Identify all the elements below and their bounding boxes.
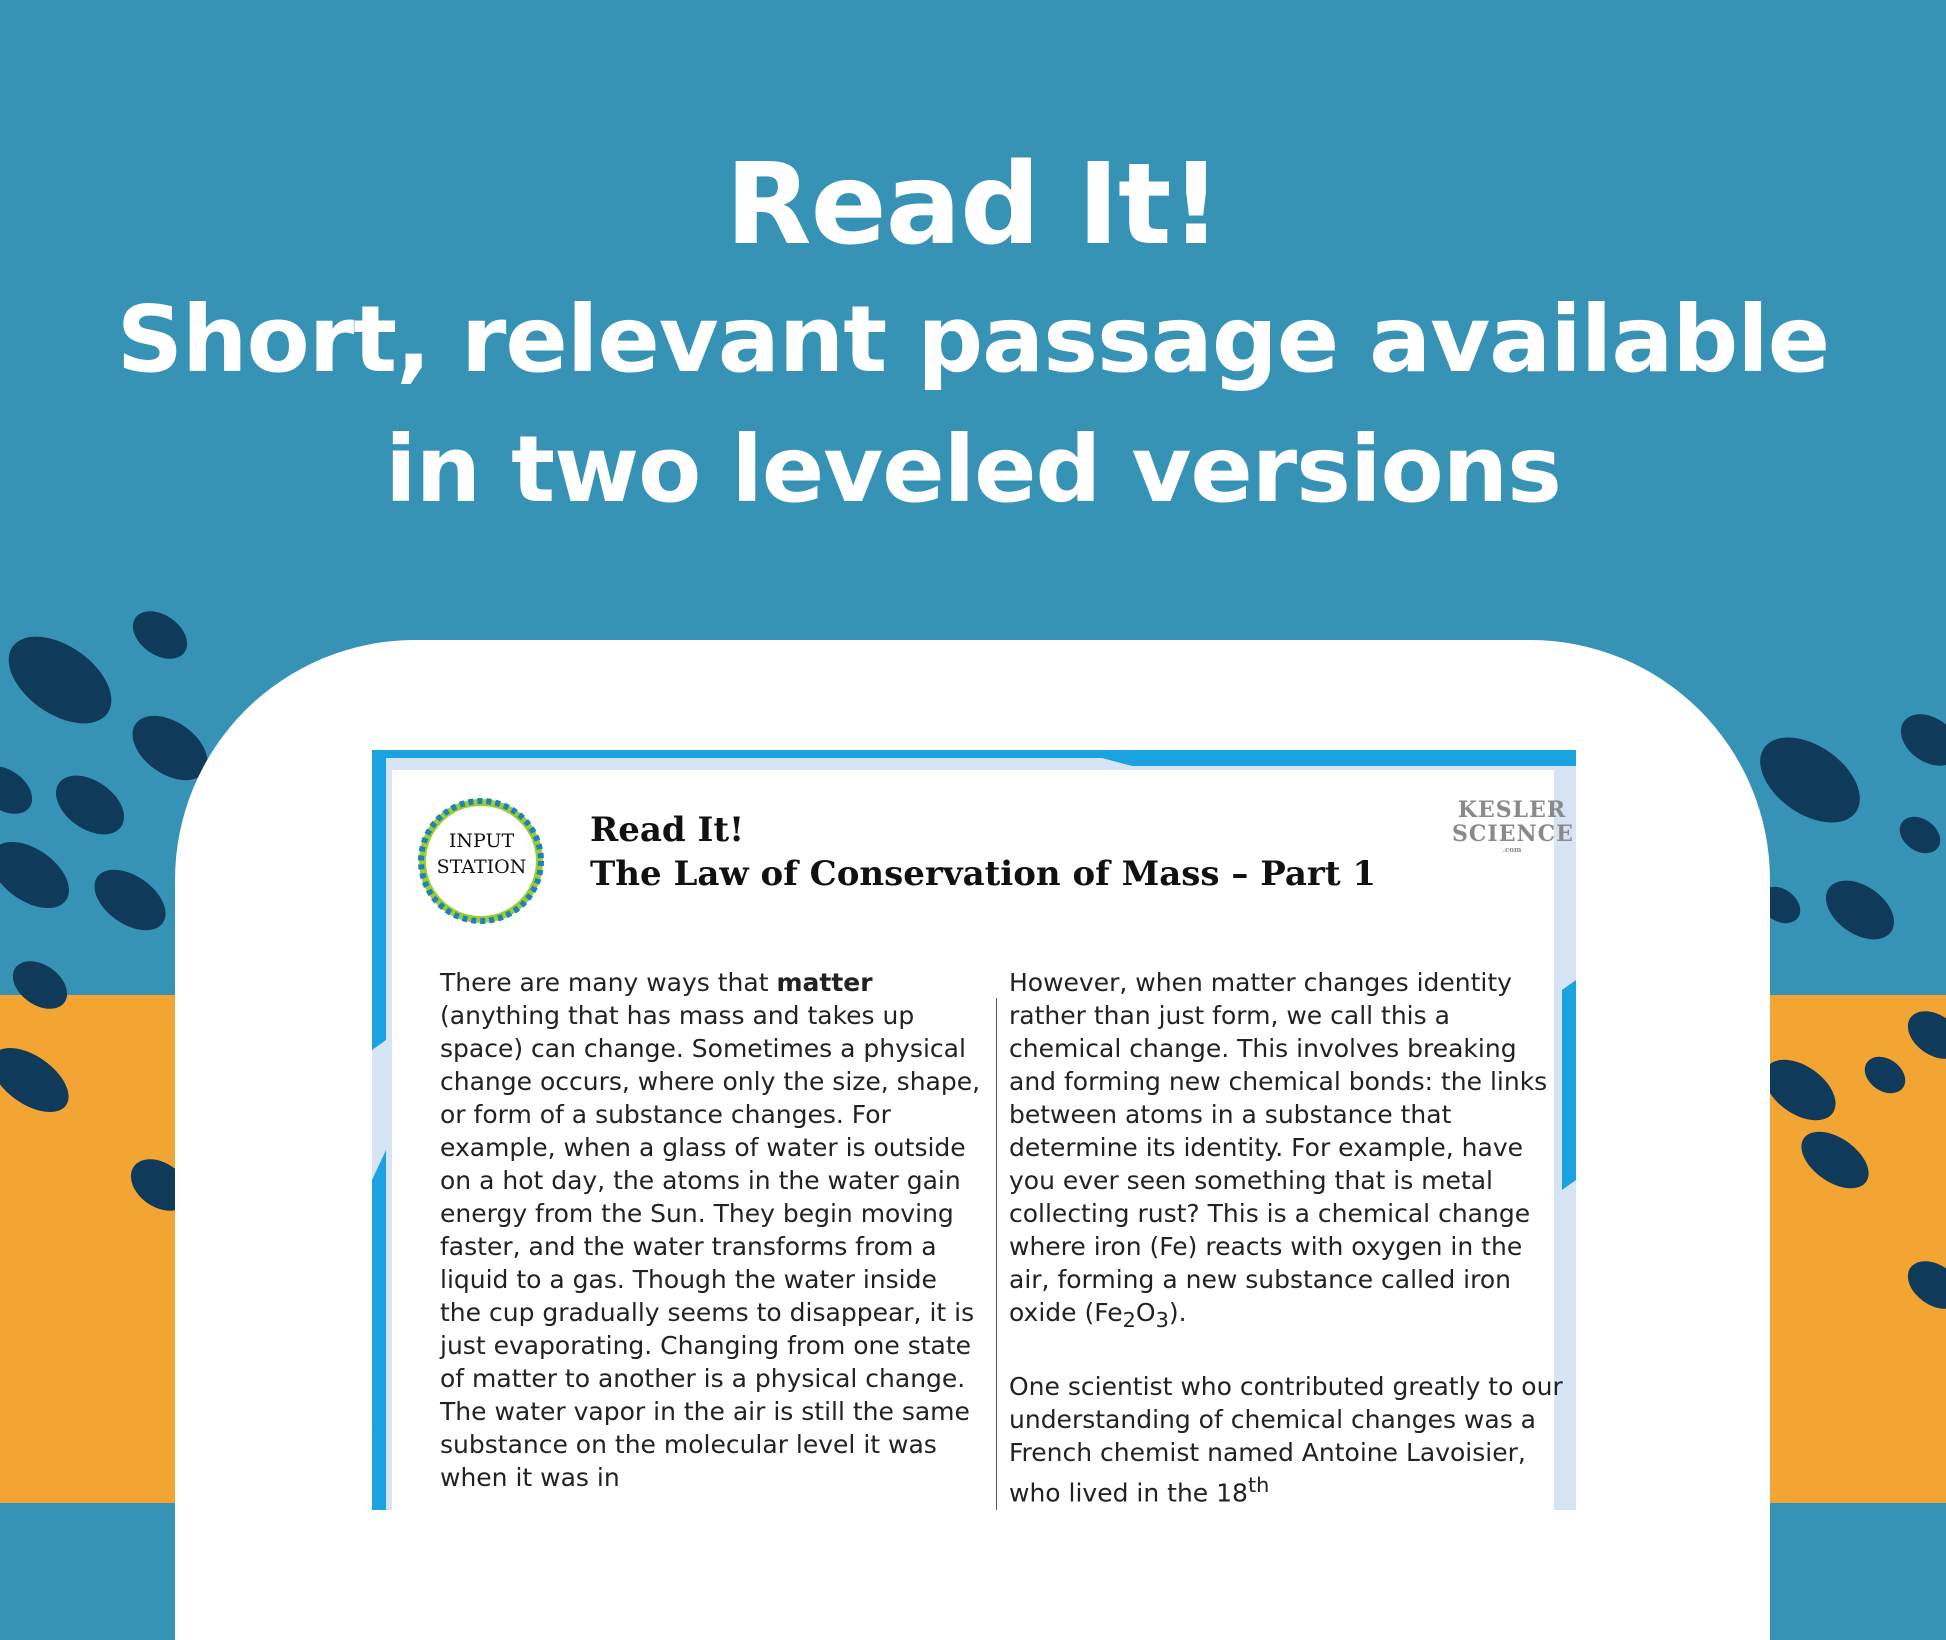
headline-subtitle-line2: in two leveled versions: [385, 416, 1561, 523]
document-page: [392, 770, 1574, 1510]
document-preview: [372, 750, 1576, 1510]
headline-title: Read It!: [725, 140, 1221, 270]
document-title-line2: The Law of Conservation of Mass – Part 1: [590, 854, 1377, 894]
kesler-science-logo: KESLER SCIENCE .com: [1452, 797, 1574, 854]
headline-subtitle-line1: Short, relevant passage available: [116, 286, 1830, 393]
headline: [0, 135, 1946, 535]
passage-left-column: [440, 966, 985, 1510]
document-title-line1: Read It!: [590, 810, 745, 850]
passage-paragraph: There are many ways that matter (anything that has mass and takes up space) can change. Sometimes a physical change occurs, where only the size, shape, or form of a substance changes. For example, when a glass of water is outside on a hot day, the atoms in the water gain energy from the Sun. They begin moving faster, and the water transforms from a liquid to a gas. Though the water inside the cup gradually seems to disappear, it is just evaporating. Changing from one state of matter to another is a physical change. The water vapor in the air is still the same substance on the molecular level it was when it was in: [440, 968, 981, 1492]
badge-label: INPUT STATION: [436, 830, 527, 878]
passage-paragraph: One scientist who contributed greatly to our understanding of chemical changes was a French chemist named Antoine Lavoisier, who lived in the 18th: [1009, 1372, 1563, 1508]
passage-right-column: [1009, 966, 1569, 1510]
column-divider: [996, 998, 997, 1510]
document-title: [590, 808, 1376, 896]
bold-term: matter: [776, 968, 873, 997]
passage-paragraph: However, when matter changes identity rather than just form, we call this a chemical change. This involves breaking and forming new chemical bonds: the links between atoms in a substance that determine its identity. For example, have you ever seen something that is metal collecting rust? This is a chemical change where iron (Fe) reacts with oxygen in the air, forming a new substance called iron oxide $(Fe_2O_3)$.: [1009, 968, 1548, 1332]
